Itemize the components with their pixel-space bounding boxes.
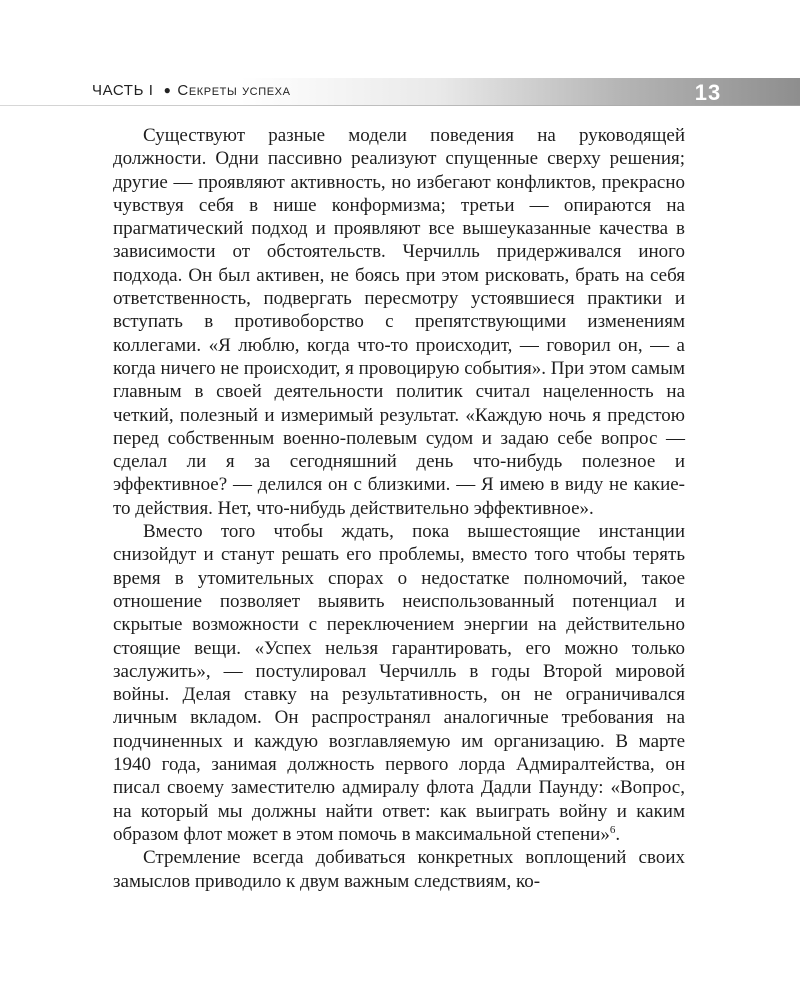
paragraph-2 <box>113 520 685 846</box>
running-head-title: Секреты успеха <box>177 82 291 99</box>
running-head <box>92 82 291 99</box>
page-number: 13 <box>694 80 722 105</box>
running-head-part: ЧАСТЬ I <box>92 82 154 99</box>
paragraph-1-text: Существуют разные модели поведения на руководящей должности. Одни пассивно реализуют спущенные сверху решения; другие — проявляют активность, но избегают конфликтов, прекрасно чувствуя себя в нише конформизма; третьи — опираются на прагматический подход и проявляют все вышеуказанные качества в зависимости от обстоятельств. Черчилль придерживался иного подхода. Он был активен, не боясь при этом рисковать, брать на себя ответственность, подвергать пересмотру устоявшиеся практики и вступать в противоборство с препятствующими изменениям коллегами. «Я люблю, когда что-то происходит, — говорил он, — а когда ничего не происходит, я провоцирую события». При этом самым главным в своей деятельности политик считал нацеленность на четкий, полезный и измеримый результат. «Каждую ночь я предстою перед собственным военно-полевым судом и задаю себе вопрос — сделал ли я за сегодняшний день что-нибудь полезное и эффективное? — делился он с близкими. — Я имею в виду не какие-то действия. Нет, что-нибудь действительно эффективное». <box>113 125 685 519</box>
paragraph-2-text: Вместо того чтобы ждать, пока вышестоящие инстанции снизойдут и станут решать его проблемы, вместо того чтобы терять время в утомительных спорах о недостатке полномочий, такое отношение позволяет выявить неиспользованный потенциал и скрытые возможности с переключением энергии на действительно стоящие вещи. «Успех нельзя гарантировать, его можно только заслужить», — постулировал Черчилль в годы Второй мировой войны. Делая ставку на результативность, он не ограничивался личным вкладом. Он распространял аналогичные требования на подчиненных и каждую возглавляемую им организацию. В марте 1940 года, занимая должность первого лорда Адмиралтейства, он писал своему заместителю адмиралу флота Дадли Паунду: «Вопрос, на который мы должны найти ответ: как выиграть войну и каким образом флот может в этом помочь в максимальной степени» <box>113 521 685 845</box>
paragraph-3-text: Стремление всегда добиваться конкретных воплощений своих замыслов приводило к двум важным следствиям, ко- <box>113 847 685 892</box>
bullet-icon: ● <box>163 83 172 97</box>
paragraph-3 <box>113 846 685 893</box>
paragraph-2-end: . <box>615 823 621 845</box>
paragraph-1 <box>113 124 685 520</box>
footnote-marker: 6 <box>609 823 616 836</box>
body-text <box>113 124 685 893</box>
